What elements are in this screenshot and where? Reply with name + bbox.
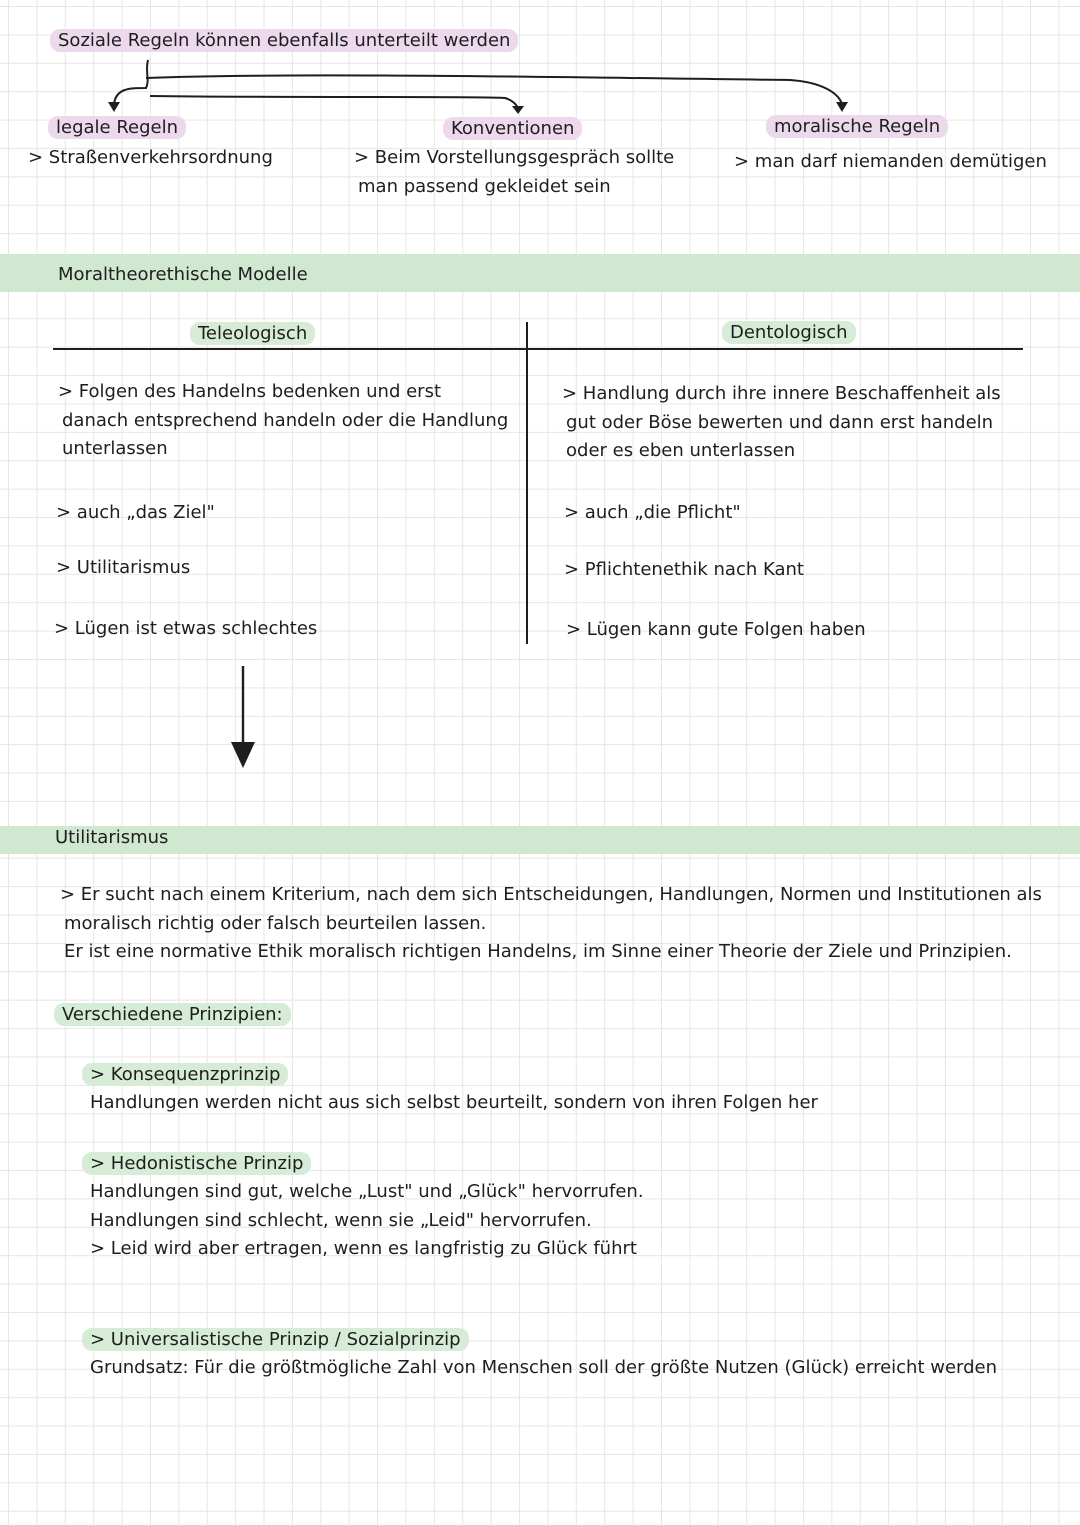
teleological-title: Teleologisch (190, 322, 315, 345)
hedonistic-principle-title: > Hedonistische Prinzip (82, 1152, 311, 1175)
hedonistic-principle-text: Handlungen sind gut, welche „Lust" und „Glück" hervorrufen. Handlungen sind schlecht, wenn sie „Leid" hervorrufen. > Leid wird aber ertragen, wenn es langfristig zu Glück führt (90, 1181, 644, 1259)
teleological-description: > Folgen des Handelns bedenken und erst danach entsprechend handeln oder die Handlung unterlassen (58, 381, 509, 459)
deontological-lying: > Lügen kann gute Folgen haben (566, 619, 866, 640)
deontological-also: > auch „die Pflicht" (564, 502, 741, 523)
models-heading: Moraltheorethische Modelle (58, 264, 308, 285)
principles-heading: Verschiedene Prinzipien: (54, 1003, 291, 1026)
universal-principle-title: > Universalistische Prinzip / Sozialprinzip (82, 1328, 469, 1351)
moral-rules-example: > man darf niemanden demütigen (734, 151, 1047, 172)
consequence-principle-title: > Konsequenzprinzip (82, 1063, 288, 1086)
legal-rules-example: > Straßenverkehrsordnung (28, 147, 273, 168)
legal-rules-title: legale Regeln (48, 116, 186, 139)
deontological-description: > Handlung durch ihre innere Beschaffenheit als gut oder Böse bewerten und dann erst handeln oder es eben unterlassen (562, 383, 1001, 461)
consequence-principle-text: Handlungen werden nicht aus sich selbst beurteilt, sondern von ihren Folgen her (90, 1092, 818, 1113)
universal-principle-text: Grundsatz: Für die größtmögliche Zahl von Menschen soll der größte Nutzen (Glück) erreicht werden (90, 1357, 998, 1378)
conventions-example: > Beim Vorstellungsgespräch sollte man passend gekleidet sein (354, 147, 675, 197)
teleological-lying: > Lügen ist etwas schlechtes (54, 618, 318, 639)
table-vertical-rule (526, 322, 528, 644)
table-horizontal-rule (53, 348, 1023, 350)
social-rules-heading: Soziale Regeln können ebenfalls unterteilt werden (50, 29, 518, 52)
deontological-title: Dentologisch (722, 321, 856, 344)
teleological-also: > auch „das Ziel" (56, 502, 215, 523)
utilitarianism-heading: Utilitarismus (55, 827, 169, 848)
moral-rules-title: moralische Regeln (766, 115, 948, 138)
utilitarianism-intro: > Er sucht nach einem Kriterium, nach dem sich Entscheidungen, Handlungen, Normen und Institutionen als moralisch richtig oder falsch beurteilen lassen. Er ist eine normative Ethik moralisch richtigen Handelns, im Sinne einer Theorie der Ziele und Prinzipien. (60, 884, 1042, 962)
deontological-example: > Pflichtenethik nach Kant (564, 559, 804, 580)
conventions-title: Konventionen (443, 117, 582, 140)
teleological-example: > Utilitarismus (56, 557, 191, 578)
